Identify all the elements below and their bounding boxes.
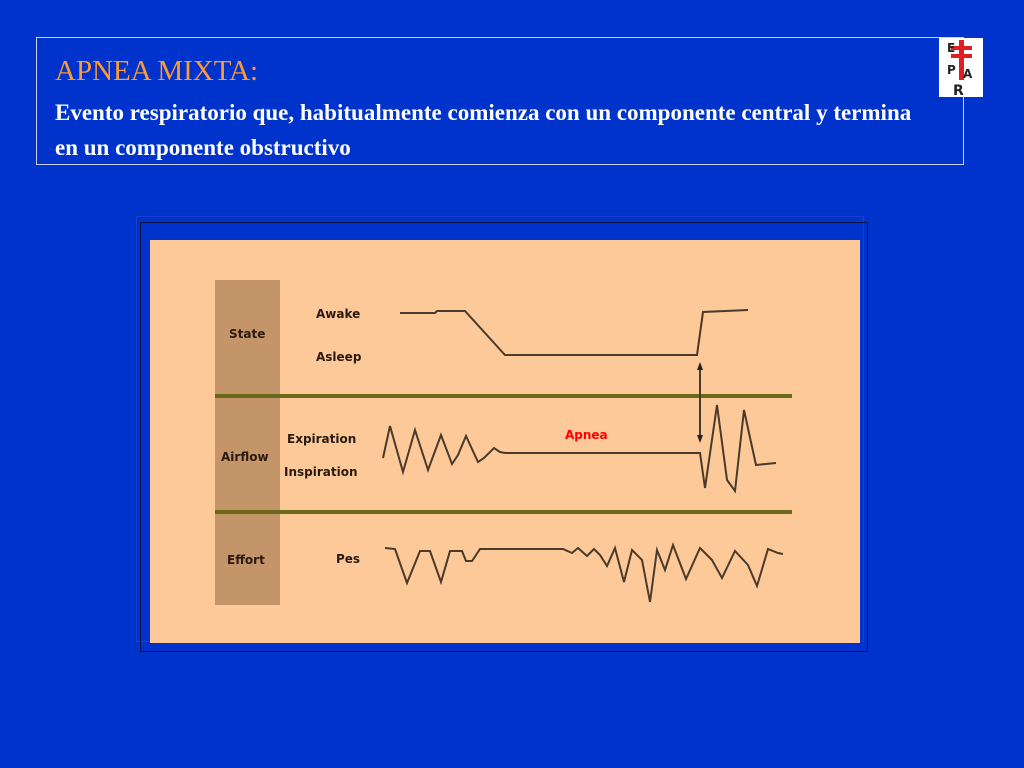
slide-subtitle: Evento respiratorio que, habitualmente comienza con un componente central y termina en un componente obstructivo xyxy=(55,100,912,160)
label-awake: Awake xyxy=(316,307,361,321)
label-inspiration: Inspiration xyxy=(284,465,358,479)
section-airflow: Airflow xyxy=(221,450,269,464)
svg-text:R: R xyxy=(953,83,964,97)
section-effort: Effort xyxy=(227,553,265,567)
arrow-head-up xyxy=(697,362,703,370)
svg-text:A: A xyxy=(963,67,973,81)
airflow-trace xyxy=(383,405,776,491)
state-trace xyxy=(400,310,748,355)
slide-title: APNEA MIXTA: xyxy=(55,55,259,87)
label-pes: Pes xyxy=(336,552,361,566)
section-state: State xyxy=(229,327,266,341)
svg-text:E: E xyxy=(947,41,956,55)
arrow-head-down xyxy=(697,435,703,443)
label-asleep: Asleep xyxy=(316,350,362,364)
pes-trace xyxy=(385,545,783,602)
label-expiration: Expiration xyxy=(287,432,357,446)
label-apnea: Apnea xyxy=(565,428,608,442)
svg-text:P: P xyxy=(947,63,956,77)
